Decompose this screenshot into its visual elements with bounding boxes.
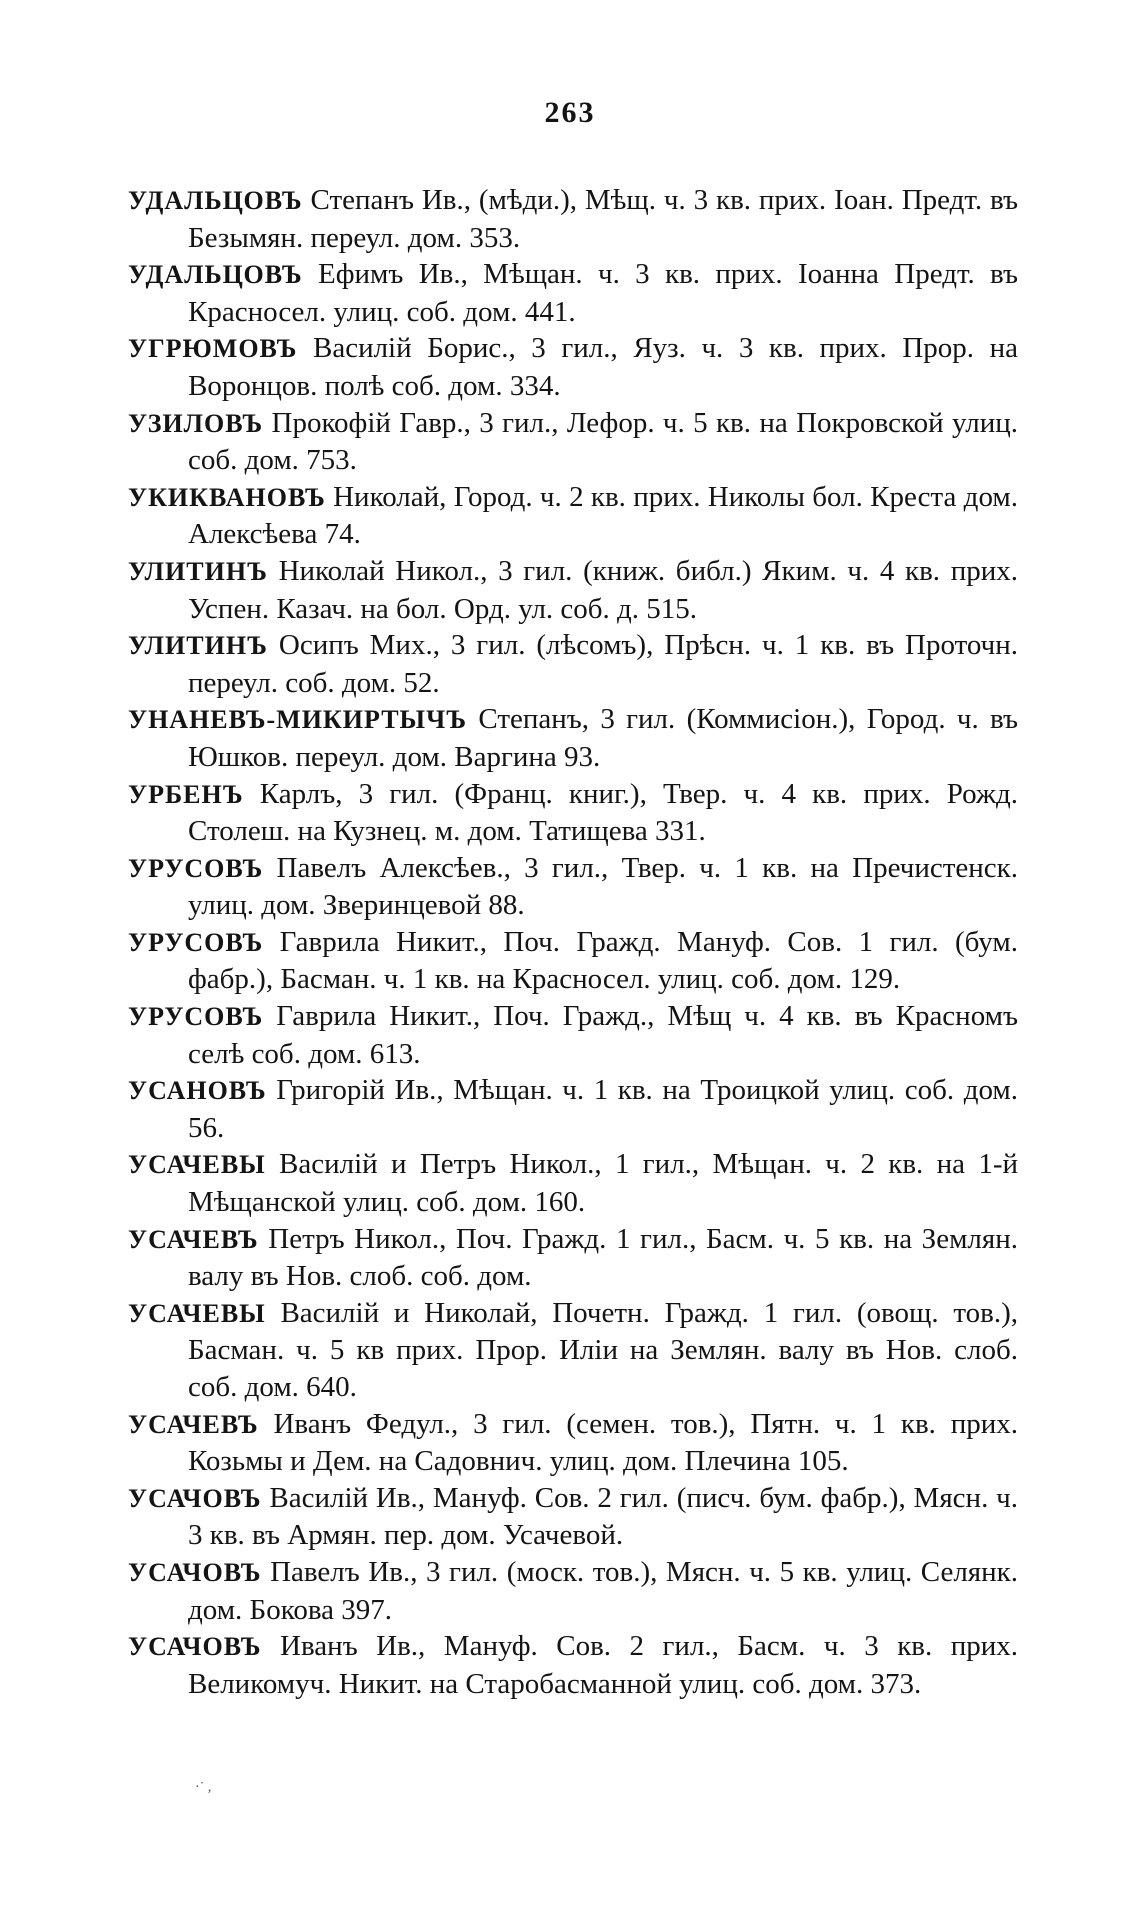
entry-details: Василій Ив., Мануф. Сов. 2 гил. (писч. бум. фабр.), Мясн. ч. 3 кв. въ Армян. пер. дом. Усачевой. <box>188 1481 1019 1552</box>
entry-surname: УРБЕНЪ <box>128 779 244 809</box>
directory-entry <box>128 924 1018 998</box>
entry-surname: УРУСОВЪ <box>128 853 264 883</box>
directory-entries <box>128 182 1018 1702</box>
entry-surname: УКИКВАНОВЪ <box>128 482 326 512</box>
entry-surname: УНАНЕВЪ-МИКИРТЫЧЪ <box>128 705 468 735</box>
entry-details: Петръ Никол., Поч. Гражд. 1 гил., Басм. ч. 5 кв. на Землян. валу въ Нов. слоб. соб. дом. <box>188 1222 1019 1293</box>
entry-details: Василій Борис., 3 гил., Яуз. ч. 3 кв. прих. Прор. на Воронцов. полѣ соб. дом. 334. <box>188 332 1019 402</box>
entry-surname: УЛИТИНЪ <box>128 556 268 586</box>
entry-surname: УСАЧОВЪ <box>128 1483 262 1513</box>
directory-entry <box>128 1554 1018 1628</box>
entry-details: Степанъ, 3 гил. (Коммисіон.), Город. ч. въ Юшков. переул. дом. Варгина 93. <box>188 703 1018 773</box>
entry-surname: УСАНОВЪ <box>128 1076 267 1106</box>
directory-entry <box>128 479 1018 553</box>
directory-entry <box>128 1406 1018 1480</box>
entry-details: Иванъ Федул., 3 гил. (семен. тов.), Пятн. ч. 1 кв. прих. Козьмы и Дем. на Садовнич. улиц. дом. Плечина 105. <box>188 1407 1018 1478</box>
entry-details: Гаврила Никит., Поч. Гражд., Мѣщ ч. 4 кв. въ Красномъ селѣ соб. дом. 613. <box>188 1000 1018 1070</box>
entry-surname: УСАЧОВЪ <box>128 1632 262 1662</box>
entry-details: Карлъ, 3 гил. (Франц. книг.), Твер. ч. 4 кв. прих. Рожд. Столеш. на Кузнец. м. дом. Татищева 331. <box>188 777 1018 848</box>
directory-entry <box>128 1628 1018 1702</box>
entry-surname: УРУСОВЪ <box>128 1002 264 1032</box>
entry-surname: УСАЧЕВЪ <box>128 1224 259 1254</box>
entry-details: Павелъ Алексѣев., 3 гил., Твер. ч. 1 кв. на Пречистенск. улиц. дом. Зверинцевой 88. <box>188 851 1019 922</box>
entry-details: Гаврила Никит., Поч. Гражд. Мануф. Сов. 1 гил. (бум. фабр.), Басман. ч. 1 кв. на Красносел. улиц. соб. дом. 129. <box>188 925 1019 996</box>
entry-surname: УСАЧОВЪ <box>128 1557 262 1587</box>
entry-surname: УЗИЛОВЪ <box>128 408 264 438</box>
directory-entry <box>128 1221 1018 1295</box>
directory-entry <box>128 627 1018 701</box>
entry-surname: УГРЮМОВЪ <box>128 334 298 364</box>
entry-surname: УДАЛЬЦОВЪ <box>128 186 303 215</box>
directory-entry <box>128 330 1018 404</box>
entry-details: Степанъ Ив., (мѣди.), Мѣщ. ч. 3 кв. прих. Іоан. Предт. въ Безымян. переул. дом. 353. <box>188 184 1019 254</box>
entry-details: Николай, Город. ч. 2 кв. прих. Николы бол. Креста дом. Алексѣева 74. <box>188 480 1018 551</box>
directory-entry <box>128 553 1018 627</box>
directory-entry <box>128 998 1018 1072</box>
entry-surname: УСАЧЕВЫ <box>128 1298 266 1328</box>
entry-details: Павелъ Ив., 3 гил. (моск. тов.), Мясн. ч. 5 кв. улиц. Селянк. дом. Бокова 397. <box>188 1555 1018 1626</box>
directory-entry <box>128 1295 1018 1406</box>
directory-entry <box>128 701 1018 775</box>
directory-entry <box>128 1146 1018 1220</box>
entry-surname: УРУСОВЪ <box>128 927 264 957</box>
directory-entry <box>128 850 1018 924</box>
directory-entry <box>128 776 1018 850</box>
entry-details: Ефимъ Ив., Мѣщан. ч. 3 кв. прих. Іоанна Предт. въ Красносел. улиц. соб. дом. 441. <box>188 258 1018 328</box>
entry-details: Григорій Ив., Мѣщан. ч. 1 кв. на Троицкой улиц. соб. дом. 56. <box>188 1074 1019 1144</box>
page-number: 263 <box>544 96 596 129</box>
entry-surname: УСАЧЕВЫ <box>128 1150 266 1180</box>
directory-entry <box>128 1072 1018 1146</box>
entry-details: Николай Никол., 3 гил. (книж. библ.) Яким. ч. 4 кв. прих. Успен. Казач. на бол. Орд. ул. соб. д. 515. <box>188 554 1018 625</box>
entry-details: Осипъ Мих., 3 гил. (лѣсомъ), Прѣсн. ч. 1 кв. въ Проточн. переул. соб. дом. 52. <box>188 629 1019 699</box>
directory-entry <box>128 182 1018 256</box>
entry-surname: УСАЧЕВЪ <box>128 1409 259 1439</box>
entry-details: Василій и Петръ Никол., 1 гил., Мѣщан. ч. 2 кв. на 1-й Мѣщанской улиц. соб. дом. 160. <box>188 1148 1018 1219</box>
directory-entry <box>128 1480 1018 1554</box>
entry-details: Прокофій Гавр., 3 гил., Лефор. ч. 5 кв. на Покровской улиц. соб. дом. 753. <box>188 406 1019 477</box>
entry-surname: УДАЛЬЦОВЪ <box>128 260 303 290</box>
entry-surname: УЛИТИНЪ <box>128 631 268 661</box>
directory-entry <box>128 405 1018 479</box>
directory-entry <box>128 256 1018 330</box>
scan-specks: ·˙ , <box>195 1780 212 1795</box>
entry-details: Иванъ Ив., Мануф. Сов. 2 гил., Басм. ч. 3 кв. прих. Великомуч. Никит. на Старобасманной улиц. соб. дом. 373. <box>188 1630 1019 1700</box>
entry-details: Василій и Николай, Почетн. Гражд. 1 гил. (овощ. тов.), Басман. ч. 5 кв прих. Прор. Иліи на Землян. валу въ Нов. слоб. соб. дом. 640. <box>188 1296 1019 1403</box>
